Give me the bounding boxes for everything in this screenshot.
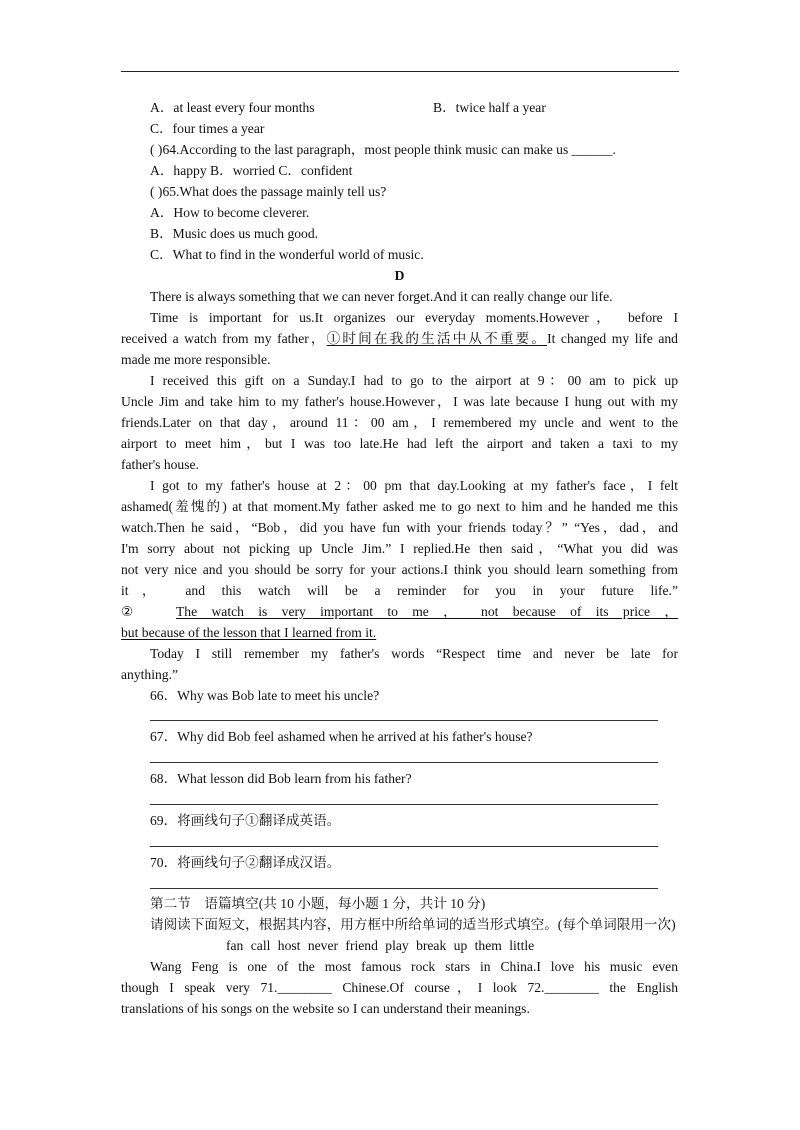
passage-p4-line2: ashamed(羞愧的) at that moment.My father asked me to go next to him and he handed me this [121, 499, 678, 514]
passage-p2-line2-end: It changed my life and [547, 331, 678, 346]
q63-option-c: C．four times a year [150, 121, 265, 136]
q63-option-a: A．at least every four months [150, 100, 315, 115]
passage-p4-line6: it， and this watch will be a reminder for you in your future life.” [121, 583, 678, 598]
answer-line-69[interactable] [150, 846, 658, 847]
passage-p2-line2 [121, 329, 678, 349]
q65-option-b: B．Music does us much good. [150, 226, 319, 241]
passage-p3-line4: airport to meet him，but I was too late.He had left the airport and taken a taxi to my [121, 436, 678, 451]
q65-option-c: C．What to find in the wonderful world of music. [150, 247, 424, 262]
q64-stem: ( )64.According to the last paragraph，most people think music can make us ______. [150, 142, 616, 157]
q65-option-a: A．How to become cleverer. [150, 205, 310, 220]
section2-title: 第二节 语篇填空(共 10 小题，每小题 1 分，共计 10 分) [150, 896, 486, 911]
word-bank: fan call host never friend play break up them little [226, 938, 535, 953]
answer-line-67[interactable] [150, 762, 658, 763]
underlined-sentence-2-line1: The watch is very important to me ， not because of its price ， [176, 604, 678, 619]
passage-heading: D [394, 268, 405, 283]
q63-option-b: B．twice half a year [433, 100, 546, 115]
underlined-sentence-2-marker: ② [121, 604, 134, 619]
passage-p3-line5: father's house. [121, 457, 199, 472]
answer-line-70[interactable] [150, 888, 658, 889]
passage-p4-line5: not very nice and you should be sorry for your actions.I think you should learn something from [121, 562, 678, 577]
section2-p1-line3: translations of his songs on the website so I can understand their meanings. [121, 1001, 530, 1016]
answer-line-68[interactable] [150, 804, 658, 805]
section2-p1-line1: Wang Feng is one of the most famous rock stars in China.I love his music even [150, 959, 678, 974]
question-67: 67．Why did Bob feel ashamed when he arrived at his father's house? [150, 729, 533, 744]
passage-p3-line3: friends.Later on that day，around 11：00 am，I remembered my uncle and went to the [121, 415, 678, 430]
question-66: 66．Why was Bob late to meet his uncle? [150, 688, 380, 703]
question-69: 69．将画线句子①翻译成英语。 [150, 813, 341, 828]
passage-p1: There is always something that we can never forget.And it can really change our life. [150, 289, 613, 304]
passage-p4-line1: I got to my father's house at 2：00 pm that day.Looking at my father's face，I felt [150, 478, 678, 493]
answer-line-66[interactable] [150, 720, 658, 721]
passage-p4-line4: I'm sorry about not picking up Uncle Jim.” I replied.He then said，“What you did was [121, 541, 678, 556]
section2-p1-line2: though I speak very 71.________ Chinese.Of course，I look 72.________ the English [121, 980, 678, 995]
passage-p3-line1: I received this gift on a Sunday.I had to go to the airport at 9：00 am to pick up [150, 373, 678, 388]
section2-instruction: 请阅读下面短文，根据其内容，用方框中所给单词的适当形式填空。(每个单词限用一次) [150, 917, 676, 932]
passage-p5-line2: anything.” [121, 667, 179, 682]
underlined-sentence-1: ①时间在我的生活中从不重要。 [326, 331, 548, 346]
passage-p2-line3: made me more responsible. [121, 352, 271, 367]
q65-stem: ( )65.What does the passage mainly tell us? [150, 184, 387, 199]
passage-p4-line3: watch.Then he said，“Bob，did you have fun with your friends today？” “Yes，dad，and [121, 520, 678, 535]
passage-p3-line2: Uncle Jim and take him to my father's house.However，I was late because I hung out with my [121, 394, 678, 409]
question-68: 68．What lesson did Bob learn from his father? [150, 771, 412, 786]
passage-p2-line1: Time is important for us.It organizes our everyday moments.However， before I [150, 310, 678, 325]
passage-p2-line2-start: received a watch from my father， [121, 331, 327, 346]
question-70: 70．将画线句子②翻译成汉语。 [150, 855, 341, 870]
passage-p5-line1: Today I still remember my father's words “Respect time and never be late for [150, 646, 678, 661]
underlined-sentence-2-line2: but because of the lesson that I learned from it. [121, 625, 377, 640]
header-rule [121, 71, 679, 72]
q64-options: A．happy B．worried C．confident [150, 163, 353, 178]
